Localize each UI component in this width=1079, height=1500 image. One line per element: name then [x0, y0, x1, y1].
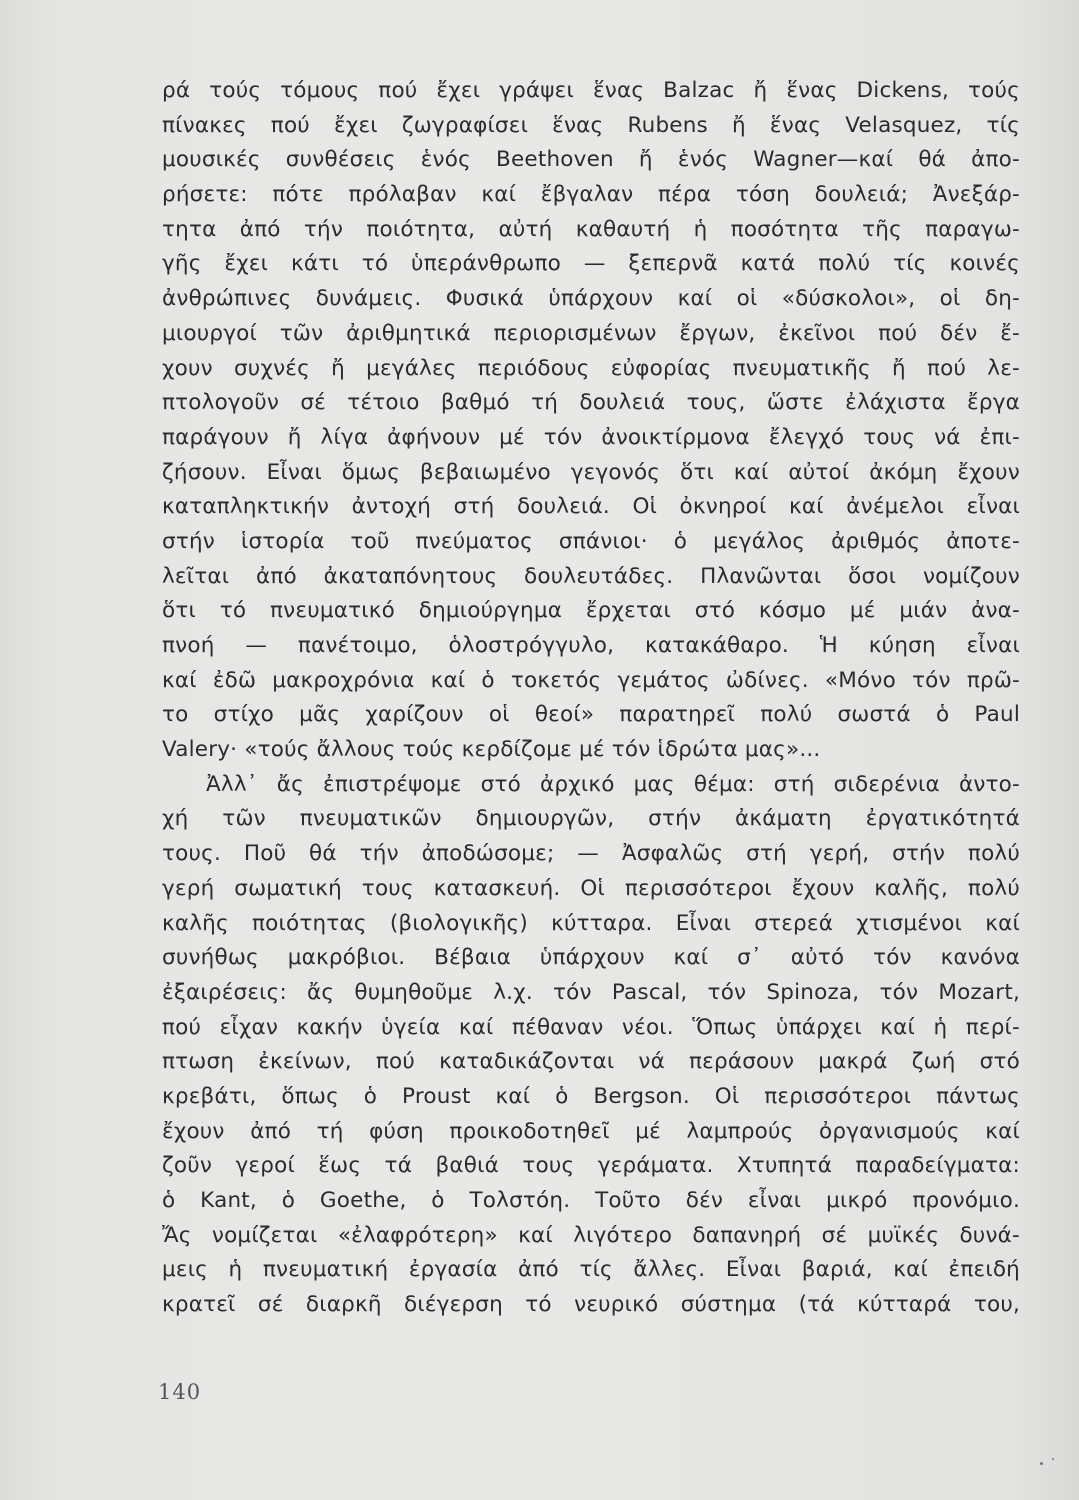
- text-line: ἐξαιρέσεις: ἄς θυμηθοῦμε λ.χ. τόν Pascal, τόν Spinoza, τόν Mozart,: [162, 979, 1020, 1005]
- text-line: ρά τούς τόμους πού ἔχει γράψει ἕνας Balzac ἤ ἕνας Dickens, τούς: [162, 78, 1020, 103]
- text-line: κρατεῖ σέ διαρκῆ διέγερση τό νευρικό σύστημα (τά κύτταρά του,: [162, 1292, 1020, 1318]
- body-text: [162, 74, 1020, 1323]
- text-line: μεις ἡ πνευματική ἐργασία ἀπό τίς ἄλλες. Εἶναι βαριά, καί ἐπειδή: [162, 1257, 1020, 1283]
- text-line: μουσικές συνθέσεις ἑνός Beethoven ἤ ἑνός Wagner—καί θά ἀπο-: [162, 147, 1020, 173]
- text-line: πνοή — πανέτοιμο, ὁλοστρόγγυλο, κατακάθαρο. Ἡ κύηση εἶναι: [162, 633, 1020, 658]
- text-line: μιουργοί τῶν ἀριθμητικά περιορισμένων ἔργων, ἐκεῖνοι πού δέν ἔ-: [162, 320, 1020, 346]
- text-line: Ἄς νομίζεται «ἐλαφρότερη» καί λιγότερο δαπανηρή σέ μυϊκές δυνά-: [162, 1222, 1020, 1248]
- text-line: Valery· «τούς ἄλλους τούς κερδίζομε μέ τόν ἱδρώτα μας»...: [162, 737, 821, 763]
- page-number: 140: [158, 1380, 202, 1404]
- text-line: κρεβάτι, ὅπως ὁ Proust καί ὁ Bergson. Οἱ περισσότεροι πάντως: [162, 1083, 1020, 1109]
- text-line: πίνακες πού ἔχει ζωγραφίσει ἕνας Rubens ἤ ἕνας Velasquez, τίς: [162, 112, 1020, 138]
- text-line: χή τῶν πνευματικῶν δημιουργῶν, στήν ἀκάματη ἐργατικότητά: [162, 806, 1020, 832]
- text-line: γῆς ἔχει κάτι τό ὑπεράνθρωπο — ξεπερνᾶ κατά πολύ τίς κοινές: [162, 251, 1020, 277]
- paper-speck: [1052, 1458, 1054, 1460]
- text-line: πτωση ἐκείνων, πού καταδικάζονται νά περάσουν μακρά ζωή στό: [162, 1049, 1020, 1075]
- text-line: ζοῦν γεροί ἕως τά βαθιά τους γεράματα. Χτυπητά παραδείγματα:: [162, 1153, 1020, 1179]
- text-line: χουν συχνές ἤ μεγάλες περιόδους εὐφορίας πνευματικῆς ἤ πού λε-: [162, 355, 1020, 381]
- text-line: γερή σωματική τους κατασκευή. Οἱ περισσότεροι ἔχουν καλῆς, πολύ: [162, 875, 1020, 901]
- text-line: ἀνθρώπινες δυνάμεις. Φυσικά ὑπάρχουν καί οἱ «δύσκολοι», οἱ δη-: [162, 286, 1020, 312]
- text-line: καί ἐδῶ μακροχρόνια καί ὁ τοκετός γεμάτος ὠδίνες. «Μόνο τόν πρῶ-: [162, 667, 1020, 693]
- text-line: ζήσουν. Εἶναι ὅμως βεβαιωμένο γεγονός ὅτι καί αὐτοί ἀκόμη ἔχουν: [162, 459, 1020, 485]
- text-line: ἔχουν ἀπό τή φύση προικοδοτηθεῖ μέ λαμπρούς ὀργανισμούς καί: [162, 1118, 1020, 1144]
- text-line: στήν ἱστορία τοῦ πνεύματος σπάνιοι· ὁ μεγάλος ἀριθμός ἀποτε-: [162, 528, 1020, 554]
- text-line: λεῖται ἀπό ἀκαταπόνητους δουλευτάδες. Πλανῶνται ὅσοι νομίζουν: [162, 563, 1020, 589]
- text-line: συνήθως μακρόβιοι. Βέβαια ὑπάρχουν καί σ᾽ αὐτό τόν κανόνα: [162, 945, 1020, 971]
- paper-speck: [1040, 1462, 1043, 1465]
- text-line: τητα ἀπό τήν ποιότητα, αὐτή καθαυτή ἡ ποσότητα τῆς παραγω-: [162, 216, 1020, 242]
- text-line: το στίχο μᾶς χαρίζουν οἱ θεοί» παρατηρεῖ πολύ σωστά ὁ Paul: [162, 702, 1020, 728]
- text-line: πτολογοῦν σέ τέτοιο βαθμό τή δουλειά τους, ὥστε ἐλάχιστα ἔργα: [162, 390, 1020, 416]
- text-line: ρήσετε: πότε πρόλαβαν καί ἔβγαλαν πέρα τόση δουλειά; Ἀνεξάρ-: [162, 182, 1020, 208]
- text-line: καταπληκτικήν ἀντοχή στή δουλειά. Οἱ ὀκνηροί καί ἀνέμελοι εἶναι: [162, 494, 1020, 520]
- text-line: ὅτι τό πνευματικό δημιούργημα ἔρχεται στό κόσμο μέ μιάν ἀνα-: [162, 598, 1020, 624]
- text-line: ὁ Kant, ὁ Goethe, ὁ Τολστόη. Τοῦτο δέν εἶναι μικρό προνόμιο.: [162, 1188, 1020, 1213]
- text-line: παράγουν ἤ λίγα ἀφήνουν μέ τόν ἀνοικτίρμονα ἔλεγχό τους νά ἐπι-: [162, 424, 1020, 450]
- text-line: Ἀλλ᾽ ἄς ἐπιστρέψομε στό ἀρχικό μας θέμα: στή σιδερένια ἀντο-: [206, 771, 1020, 797]
- text-line: πού εἶχαν κακήν ὑγεία καί πέθαναν νέοι. Ὅπως ὑπάρχει καί ἡ περί-: [162, 1014, 1020, 1040]
- text-line: τους. Ποῦ θά τήν ἀποδώσομε; — Ἀσφαλῶς στή γερή, στήν πολύ: [162, 841, 1020, 867]
- text-line: καλῆς ποιότητας (βιολογικῆς) κύτταρα. Εἶναι στερεά χτισμένοι καί: [162, 910, 1020, 936]
